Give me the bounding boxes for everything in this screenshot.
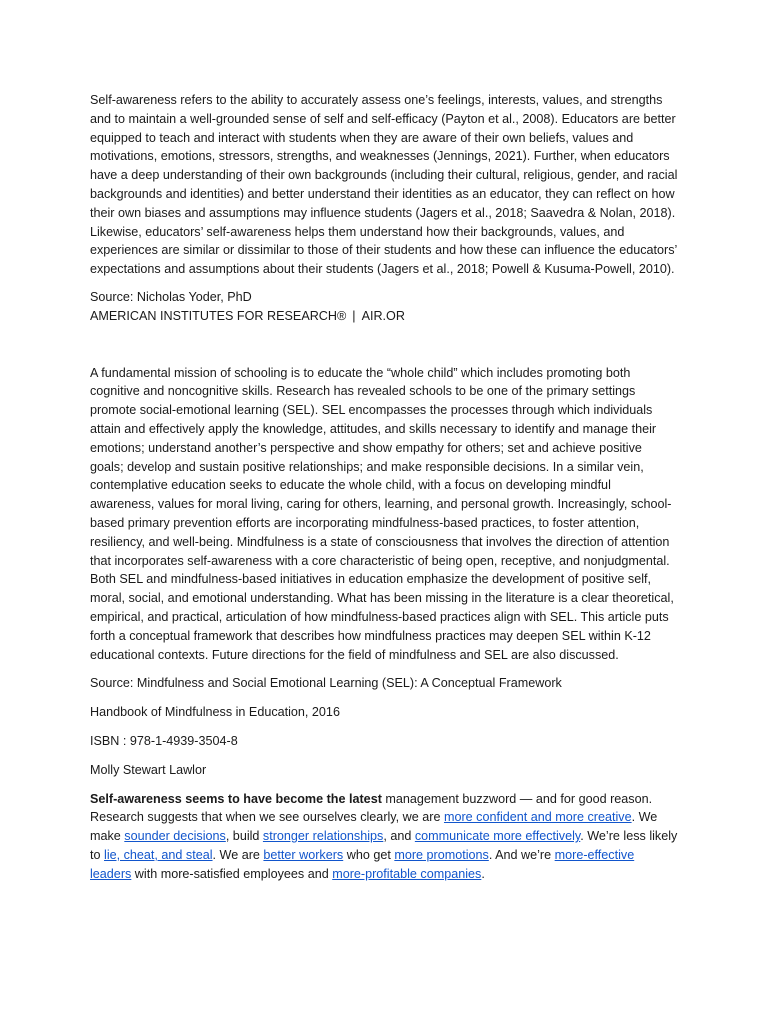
link-profitable-companies[interactable]: more-profitable companies bbox=[332, 866, 482, 881]
isbn-line: ISBN : 978-1-4939-3504-8 bbox=[90, 733, 238, 748]
text-run: . bbox=[481, 866, 485, 881]
handbook-line: Handbook of Mindfulness in Education, 2016 bbox=[90, 705, 340, 720]
text-run: . And we’re bbox=[488, 847, 555, 862]
text-run: . We’re less likely to bbox=[90, 829, 678, 862]
mission-paragraph: A fundamental mission of schooling is to educate the “whole child” which includes promoting both cognitive and noncognitive skills. Research has revealed schools to be one of the primary settings promote social-emotional learning (SEL). SEL encompasses the processes through which individuals attain and effectively apply the knowledge, attitudes, and skills necessary to identify and manage their emotions; understand another’s perspective and show empathy for others; set and achieve positive goals; develop and sustain positive relationships; and make responsible decisions. In a similar vein, contemplative education seeks to educate the whole child, with a focus on developing mindful awareness, values for moral living, caring for others, learning, and personal growth. Increasingly, school-based primary prevention efforts are incorporating mindfulness-based practices, to foster attention, resiliency, and well-being. Mindfulness is a state of consciousness that involves the direction of attention that incorporates self-awareness with a core characteristic of being open, receptive, and nonjudgmental. Both SEL and mindfulness-based initiatives in education emphasize the development of positive self, moral, social, and emotional understanding. What has been missing in the literature is a clear theoretical, empirical, and practical, articulation of how mindfulness-based practices align with SEL. This article puts forth a conceptual framework that describes how mindfulness practices may deepen SEL within K-12 educational contexts. Future directions for the field of mindfulness and SEL are also discussed. bbox=[90, 365, 674, 662]
link-stronger-relationships[interactable]: stronger relationships bbox=[262, 829, 384, 844]
text-run: who get bbox=[343, 847, 395, 862]
org-line bbox=[90, 307, 678, 326]
link-effective-leaders[interactable]: more-effective leaders bbox=[90, 847, 635, 881]
link-more-promotions[interactable]: more promotions bbox=[394, 847, 489, 862]
text-run: , build bbox=[225, 829, 263, 844]
link-lie-cheat-steal[interactable]: lie, cheat, and steal bbox=[104, 847, 213, 862]
self-awareness-paragraph: Self-awareness refers to the ability to accurately assess one’s feelings, interests, values, and strengths and to maintain a well-grounded sense of self and self-efficacy (Payton et al., 2008). Educators are better equipped to teach and interact with students when they are aware of their own beliefs, values and motivations, emotions, stressors, strengths, and weaknesses (Jennings, 2021). Further, when educators have a deep understanding of their own backgrounds (including their cultural, religious, gender, and racial backgrounds and identities) and better understand their identities as an educator, they can reflect on how their own biases and assumptions may influence students (Jagers et al., 2018; Saavedra & Nolan, 2018). Likewise, educators’ self-awareness helps them understand how their backgrounds, values, and experiences are similar or dissimilar to those of their students and how these can influence the educators’ expectations and assumptions about their students (Jagers et al., 2018; Powell & Kusuma-Powell, 2010). bbox=[90, 93, 678, 277]
link-confident-creative[interactable]: more confident and more creative bbox=[443, 810, 632, 825]
link-better-workers[interactable]: better workers bbox=[263, 847, 344, 862]
org-separator: | bbox=[352, 308, 356, 323]
org-name: AMERICAN INSTITUTES FOR RESEARCH® bbox=[90, 308, 347, 323]
text-run: , and bbox=[383, 829, 415, 844]
source-yoder: Source: Nicholas Yoder, PhD bbox=[90, 289, 252, 304]
bold-lead: Self-awareness seems to have become the latest bbox=[90, 791, 382, 806]
author-line: Molly Stewart Lawlor bbox=[90, 762, 207, 777]
text-run: . We make bbox=[90, 810, 658, 844]
link-sounder-decisions[interactable]: sounder decisions bbox=[124, 829, 226, 844]
text-run: . We are bbox=[212, 847, 264, 862]
org-site: AIR.OR bbox=[361, 308, 405, 323]
source-mindfulness: Source: Mindfulness and Social Emotional Learning (SEL): A Conceptual Framework bbox=[90, 676, 562, 691]
link-communicate-effectively[interactable]: communicate more effectively bbox=[414, 829, 581, 844]
text-run: with more-satisfied employees and bbox=[131, 866, 333, 881]
section-gap bbox=[90, 326, 678, 364]
buzzword-paragraph bbox=[90, 790, 678, 884]
text-run: management buzzword — and for good reason. Research suggests that when we see ourselves clearly, we are bbox=[90, 791, 653, 825]
